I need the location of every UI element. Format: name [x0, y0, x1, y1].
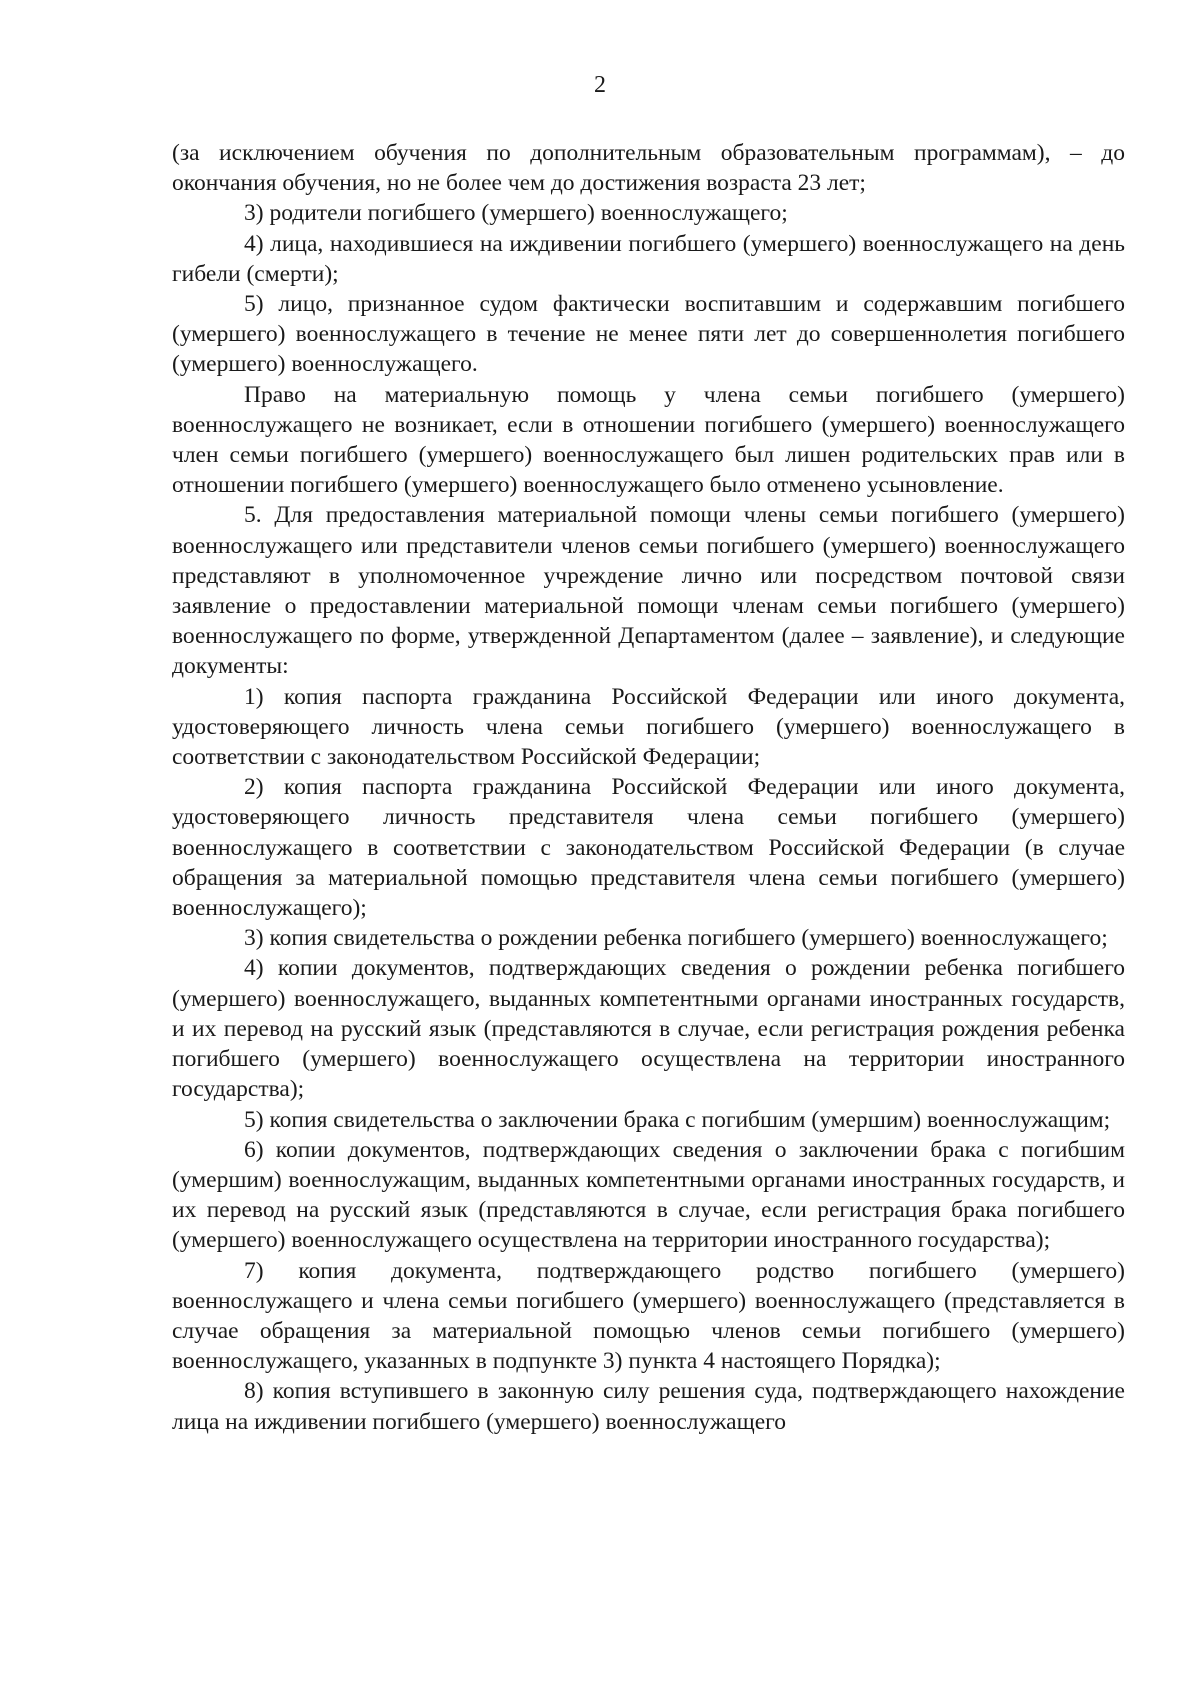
list-item-passport-member: 1) копия паспорта гражданина Российской Федерации или иного документа, удостоверяющего личность члена семьи погибшего (умершего) военнослужащего в соответствии с законодательством Российской Федерации;	[172, 683, 1125, 771]
paragraph-continuation: (за исключением обучения по дополнительным образовательным программам), – до окончания обучения, но не более чем до достижения возраста 23 лет;	[172, 140, 1125, 197]
list-item-passport-representative: 2) копия паспорта гражданина Российской Федерации или иного документа, удостоверяющего личность представителя члена семьи погибшего (умершего) военнослужащего в соответствии с законодательством Российской Федерации (в случае обращения за материальной помощью представителя члена семьи погибшего (умершего) военнослужащего);	[172, 774, 1125, 922]
list-item-kinship-document: 7) копия документа, подтверждающего родство погибшего (умершего) военнослужащего и члена семьи погибшего (умершего) военнослужащего (представляется в случае обращения за материальной помощью членов семьи погибшего (умершего) военнослужащего, указанных в подпункте 3) пункта 4 настоящего Порядка);	[172, 1257, 1125, 1375]
list-item-dependents: 4) лица, находившиеся на иждивении погибшего (умершего) военнослужащего на день гибели (смерти);	[172, 230, 1125, 287]
paragraph-section-5: 5. Для предоставления материальной помощи члены семьи погибшего (умершего) военнослужащего или представители членов семьи погибшего (умершего) военнослужащего представляют в уполномоченное учреждение лично или посредством почтовой связи заявление о предоставлении материальной помощи членам семьи погибшего (умершего) военнослужащего по форме, утвержденной Департаментом (далее – заявление), и следующие документы:	[172, 502, 1125, 680]
list-item-marriage-certificate: 5) копия свидетельства о заключении брака с погибшим (умершим) военнослужащим;	[244, 1106, 1111, 1133]
paragraph-exclusion: Право на материальную помощь у члена семьи погибшего (умершего) военнослужащего не возникает, если в отношении погибшего (умершего) военнослужащего член семьи погибшего (умершего) военнослужащего был лишен родительских прав или в отношении погибшего (умершего) военнослужащего было отменено усыновление.	[172, 381, 1125, 499]
list-item-foreign-marriage-documents: 6) копии документов, подтверждающих сведения о заключении брака с погибшим (умершим) военнослужащим, выданных компетентными органами иностранных государств, и их перевод на русский язык (представляются в случае, если регистрация брака погибшего (умершего) военнослужащего осуществлена на территории иностранного государства);	[172, 1136, 1125, 1254]
list-item-court-decision: 8) копия вступившего в законную силу решения суда, подтверждающего нахождение лица на иждивении погибшего (умершего) военнослужащего	[172, 1378, 1125, 1435]
document-body	[172, 138, 1125, 1437]
list-item-birth-certificate: 3) копия свидетельства о рождении ребенка погибшего (умершего) военнослужащего;	[244, 925, 1108, 952]
list-item-parents: 3) родители погибшего (умершего) военнослужащего;	[244, 200, 788, 227]
page-number: 2	[594, 72, 606, 98]
list-item-guardian: 5) лицо, признанное судом фактически воспитавшим и содержавшим погибшего (умершего) военнослужащего в течение не менее пяти лет до совершеннолетия погибшего (умершего) военнослужащего.	[172, 291, 1125, 378]
list-item-foreign-birth-documents: 4) копии документов, подтверждающих сведения о рождении ребенка погибшего (умершего) военнослужащего, выданных компетентными органами иностранных государств, и их перевод на русский язык (представляются в случае, если регистрация рождения ребенка погибшего (умершего) военнослужащего осуществлена на территории иностранного государства);	[172, 955, 1125, 1103]
